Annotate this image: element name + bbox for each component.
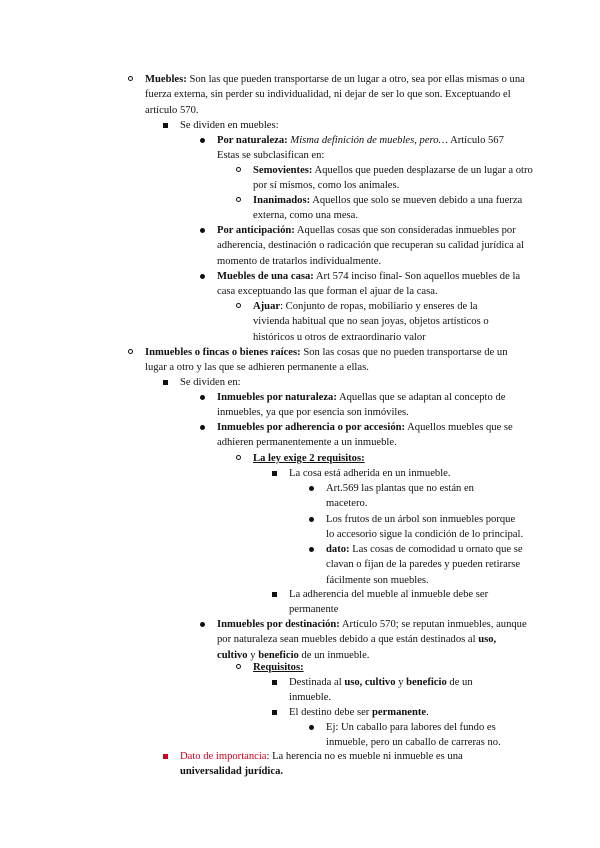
dot-bullet-icon [309, 486, 314, 491]
hollow-bullet-icon [236, 455, 241, 460]
list-item-inmuebles: Inmuebles o fincas o bienes raíces: Son las cosas que no pueden transportarse de un lugar a otro y las que se adhieren permanente a ellas. [145, 345, 530, 376]
list-item-inm-naturaleza: Inmuebles por naturaleza: Aquellas que se adaptan al concepto de inmuebles, ya que por esencia son inmóviles. [217, 390, 535, 421]
list-item-destinada: Destinada al uso, cultivo y beneficio de un inmueble. [289, 675, 499, 706]
list-item-ley-exige: La ley exige 2 requisitos: [253, 451, 513, 466]
hollow-bullet-icon [128, 349, 133, 354]
list-item-muebles [145, 72, 530, 118]
square-bullet-icon [163, 123, 168, 128]
list-item-inm-destinacion: Inmuebles por destinación: Artículo 570; se reputan inmuebles, aunque por naturaleza sean muebles debido a que están destinados al uso, cultivo y beneficio de un inmueble. [217, 617, 529, 663]
dot-bullet-icon [309, 547, 314, 552]
dot-bullet-icon [200, 138, 205, 143]
dot-bullet-icon [309, 725, 314, 730]
list-item-por-naturaleza: Por naturaleza: Misma definición de muebles, pero… Artículo 567 Estas se subclasifican en: [217, 133, 537, 164]
list-item-dato-importancia: Dato de importancia: La herencia no es mueble ni inmueble es una universalidad jurídica. [180, 749, 515, 780]
list-item-dato: dato: Las cosas de comodidad u ornato que se clavan o fijan de la paredes y pueden retirarse fácilmente son muebles. [326, 542, 524, 588]
list-item-se-dividen-inmuebles: Se dividen en: [180, 375, 520, 390]
list-item-muebles-casa: Muebles de una casa: Art 574 inciso final- Son aquellos muebles de la casa exceptuando las que forman el ajuar de la casa. [217, 269, 535, 300]
dot-bullet-icon [200, 228, 205, 233]
list-item-semovientes: Semovientes: Aquellos que pueden desplazarse de un lugar a otro por sí mismos, como los animales. [253, 163, 533, 194]
dot-bullet-icon [200, 395, 205, 400]
list-item-adherencia-permanente: La adherencia del mueble al inmueble debe ser permanente [289, 587, 499, 618]
dot-bullet-icon [200, 622, 205, 627]
hollow-bullet-icon [236, 197, 241, 202]
red-square-bullet-icon [163, 754, 168, 759]
list-item-inanimados: Inanimados: Aquellos que solo se mueven debido a una fuerza externa, como una mesa. [253, 193, 533, 224]
list-item-ej: Ej: Un caballo para labores del fundo es inmueble, pero un caballo de carreras no. [326, 720, 516, 751]
hollow-bullet-icon [236, 303, 241, 308]
muebles-label: Muebles: [145, 74, 187, 85]
list-item-art569: Art.569 las plantas que no están en macetero. [326, 481, 516, 512]
hollow-bullet-icon [128, 76, 133, 81]
list-item-frutos: Los frutos de un árbol son inmuebles porque lo accesorio sigue la condición de lo principal. [326, 512, 526, 543]
muebles-text: Muebles: Son las que pueden transportarse de un lugar a otro, sea por ellas mismas o una fuerza externa, sin perder su individualidad, ni dejar de ser lo que son. Exceptuando el artículo 570. [145, 74, 525, 116]
dot-bullet-icon [309, 517, 314, 522]
list-item-se-dividen-muebles: Se dividen en muebles: [180, 118, 520, 133]
list-item-requisitos: Requisitos: [253, 660, 453, 675]
list-item-cosa-adherida: La cosa está adherida en un inmueble. [289, 466, 519, 481]
list-item-inm-adherencia: Inmuebles por adherencia o por accesión: Aquellos muebles que se adhieren permanentemente a un inmueble. [217, 420, 535, 451]
square-bullet-icon [272, 710, 277, 715]
hollow-bullet-icon [236, 664, 241, 669]
dot-bullet-icon [200, 425, 205, 430]
square-bullet-icon [272, 680, 277, 685]
list-item-destino: El destino debe ser permanente. [289, 705, 499, 720]
square-bullet-icon [272, 471, 277, 476]
list-item-por-anticipacion: Por anticipación: Aquellas cosas que son consideradas inmuebles por adherencia, destinación o radicación que recuperan su calidad jurídica al momento de tratarlos individualmente. [217, 223, 535, 269]
square-bullet-icon [272, 592, 277, 597]
list-item-ajuar: Ajuar: Conjunto de ropas, mobiliario y enseres de la vivienda habitual que no sean joyas, objetos artísticos o históricos u otros de extraordinario valor [253, 299, 513, 345]
hollow-bullet-icon [236, 167, 241, 172]
square-bullet-icon [163, 380, 168, 385]
dot-bullet-icon [200, 274, 205, 279]
